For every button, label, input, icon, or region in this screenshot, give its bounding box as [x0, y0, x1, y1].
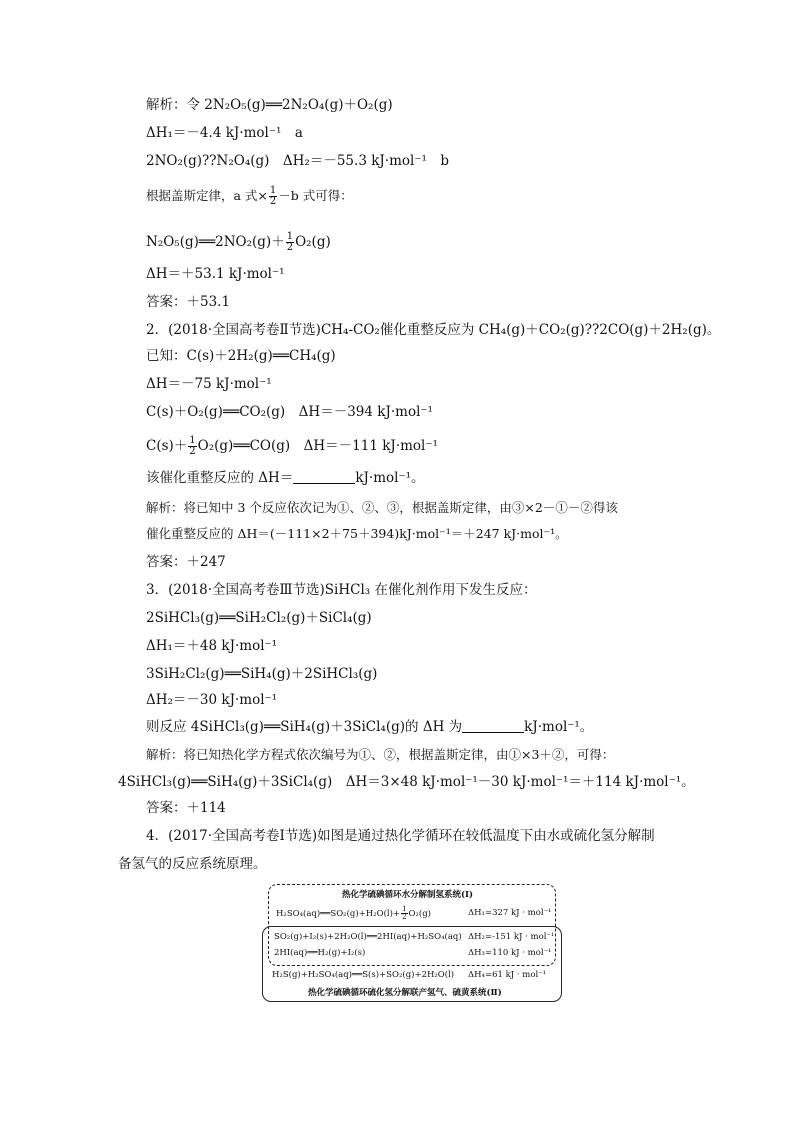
q3-dh-1: ΔH₁＝＋48 kJ·mol⁻¹ — [146, 638, 278, 654]
solution-2-line-2: 催化重整反应的 ΔH＝(－111×2＋75＋394)kJ·mol⁻¹＝＋247 kJ·mol⁻¹。 — [146, 526, 568, 541]
system-2-title: 热化学硫碘循环硫化氢分解联产氢气、硫黄系统(Ⅱ) — [308, 988, 502, 998]
solution-3-line-1: 解析：将已知热化学方程式依次编号为①、②，根据盖斯定律，由①×3＋②，可得： — [146, 747, 615, 762]
question-2: 2．(2018·全国高考卷Ⅱ节选)CH₄-CO₂催化重整反应为 CH₄(g)＋CO₂(g)??2CO(g)＋2H₂(g)。 — [146, 322, 721, 338]
reaction-2-dh: ΔH₂=-151 kJ · mol⁻¹ — [468, 932, 555, 942]
q3-eq-1: 2SiHCl₃(g)══SiH₂Cl₂(g)＋SiCl₄(g) — [146, 610, 372, 626]
question-2-ask: 该催化重整反应的 ΔH＝ kJ·mol⁻¹。 — [146, 470, 425, 486]
reaction-1-dh: ΔH₁=327 kJ · mol⁻¹ — [468, 908, 552, 918]
known-3: C(s)＋ $\frac{1}{2}$ O₂(g)══CO(g) ΔH＝－111 kJ·mol⁻¹ — [146, 435, 438, 457]
answer-1: 答案：＋53.1 — [146, 294, 231, 310]
reaction-3-dh: ΔH₃=110 kJ · mol⁻¹ — [468, 948, 552, 958]
answer-blank — [462, 719, 524, 733]
reaction-4: H₂S(g)+H₂SO₄(aq)══S(s)+SO₂(g)+2H₂O(l) — [272, 970, 455, 980]
q3-dh-2: ΔH₂＝－30 kJ·mol⁻¹ — [146, 692, 278, 708]
fraction-half: $\frac{1}{2}$ — [189, 435, 196, 457]
fraction-half: $\frac{1}{2}$ — [269, 185, 277, 207]
equation-dh1: ΔH₁＝－4.4 kJ·mol⁻¹ a — [146, 125, 303, 141]
solution-3-line-2: 4SiHCl₃(g)══SiH₄(g)＋3SiCl₄(g) ΔH＝3×48 kJ·mol⁻¹－30 kJ·mol⁻¹＝＋114 kJ·mol⁻¹。 — [118, 774, 695, 790]
hess-law-line — [146, 186, 353, 207]
fraction-half: $\frac{1}{2}$ — [286, 231, 294, 253]
thermochemical-cycle-diagram — [262, 884, 562, 1002]
reaction-4-dh: ΔH₄=61 kJ · mol⁻¹ — [468, 970, 547, 980]
fraction-half: $\frac{1}{2}$ — [402, 905, 407, 921]
reaction-3: 2HI(aq)══H₂(g)+I₂(s) — [274, 948, 366, 958]
solution-line-1: 解析：令 2N₂O₅(g)══2N₂O₄(g)＋O₂(g) — [146, 97, 393, 113]
hess-law-text-a: 根据盖斯定律，a 式× — [146, 188, 268, 203]
system-1-title: 热化学硫碘循环水分解制氢系统(Ⅰ) — [342, 890, 474, 900]
equation-b: 2NO₂(g)??N₂O₄(g) ΔH₂＝－55.3 kJ·mol⁻¹ b — [146, 153, 450, 169]
known-1: 已知：C(s)＋2H₂(g)══CH₄(g) — [146, 348, 336, 364]
known-2: C(s)＋O₂(g)══CO₂(g) ΔH＝－394 kJ·mol⁻¹ — [146, 404, 433, 420]
answer-blank — [293, 470, 355, 484]
reaction-1: H₂SO₄(aq)══SO₂(g)+H₂O(l)+ $\frac{1}{2}$ O₂(g) — [276, 905, 431, 921]
question-3: 3．(2018·全国高考卷Ⅲ节选)SiHCl₃ 在催化剂作用下发生反应： — [146, 582, 537, 598]
result-equation: N₂O₅(g)══2NO₂(g)＋ $\frac{1}{2}$ O₂(g) — [146, 231, 331, 253]
solution-2-line-1: 解析：将已知中 3 个反应依次记为①、②、③，根据盖斯定律，由③×2－①－②得该 — [146, 500, 618, 515]
question-4-cont: 备氢气的反应系统原理。 — [118, 856, 267, 872]
answer-2: 答案：＋247 — [146, 554, 226, 570]
question-3-ask: 则反应 4SiHCl₃(g)══SiH₄(g)＋3SiCl₄(g)的 ΔH 为 kJ·mol⁻¹。 — [146, 719, 594, 735]
reaction-2: SO₂(g)+I₂(s)+2H₂O(l)══2HI(aq)+H₂SO₄(aq) — [274, 932, 462, 942]
q3-eq-2: 3SiH₂Cl₂(g)══SiH₄(g)＋2SiHCl₃(g) — [146, 666, 378, 682]
question-4: 4．(2017·全国高考卷Ⅰ节选)如图是通过热化学循环在较低温度下由水或硫化氢分解制 — [146, 828, 655, 844]
answer-3: 答案：＋114 — [146, 800, 226, 816]
result-dh: ΔH＝＋53.1 kJ·mol⁻¹ — [146, 266, 285, 282]
hess-law-text-b: －b 式可得： — [278, 188, 353, 203]
known-1-dh: ΔH＝－75 kJ·mol⁻¹ — [146, 376, 272, 392]
